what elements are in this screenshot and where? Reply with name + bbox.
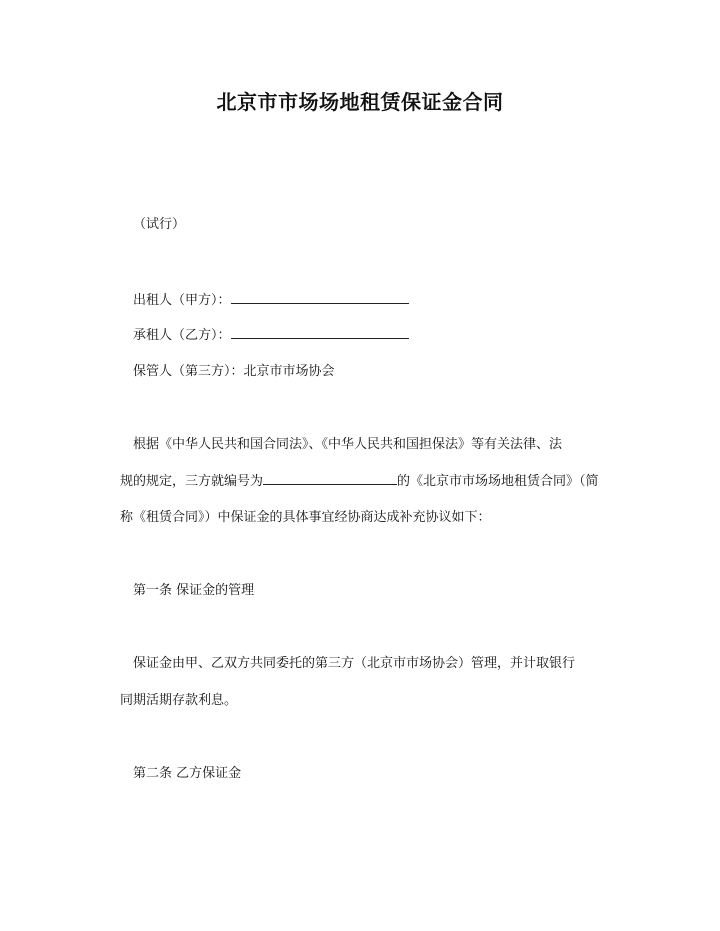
lessee-blank-field[interactable] bbox=[231, 324, 409, 339]
custodian-line bbox=[133, 360, 335, 379]
custodian-value: 北京市市场协会 bbox=[243, 364, 335, 379]
preamble-line-1: 根据《中华人民共和国合同法》、《中华人民共和国担保法》等有关法律、法 bbox=[133, 437, 563, 452]
lessor-line bbox=[133, 289, 409, 308]
article-1-body-line-1: 保证金由甲、乙双方共同委托的第三方（北京市市场协会）管理，并计取银行 bbox=[133, 656, 576, 671]
document-title: 北京市市场场地租赁保证金合同 bbox=[216, 90, 504, 114]
preamble-prefix: 规的规定，三方就编号为 bbox=[120, 474, 264, 489]
article-2-heading: 第二条 乙方保证金 bbox=[133, 766, 242, 781]
article-1-heading: 第一条 保证金的管理 bbox=[133, 583, 255, 598]
subtitle-trial: （试行） bbox=[133, 217, 186, 232]
lessee-label: 承租人（乙方）： bbox=[133, 328, 231, 343]
contract-number-blank-field[interactable] bbox=[263, 470, 397, 485]
article-1-body-line-2: 同期活期存款利息。 bbox=[120, 693, 238, 708]
preamble-line-2 bbox=[120, 470, 599, 489]
preamble-line-3: 称《租赁合同》）中保证金的具体事宜经协商达成补充协议如下： bbox=[120, 510, 491, 525]
lessor-blank-field[interactable] bbox=[231, 289, 409, 304]
custodian-label: 保管人（第三方）： bbox=[133, 364, 244, 379]
lessee-line bbox=[133, 324, 409, 343]
lessor-label: 出租人（甲方）： bbox=[133, 293, 231, 308]
preamble-suffix: 的《北京市市场场地租赁合同》（简 bbox=[397, 474, 599, 489]
